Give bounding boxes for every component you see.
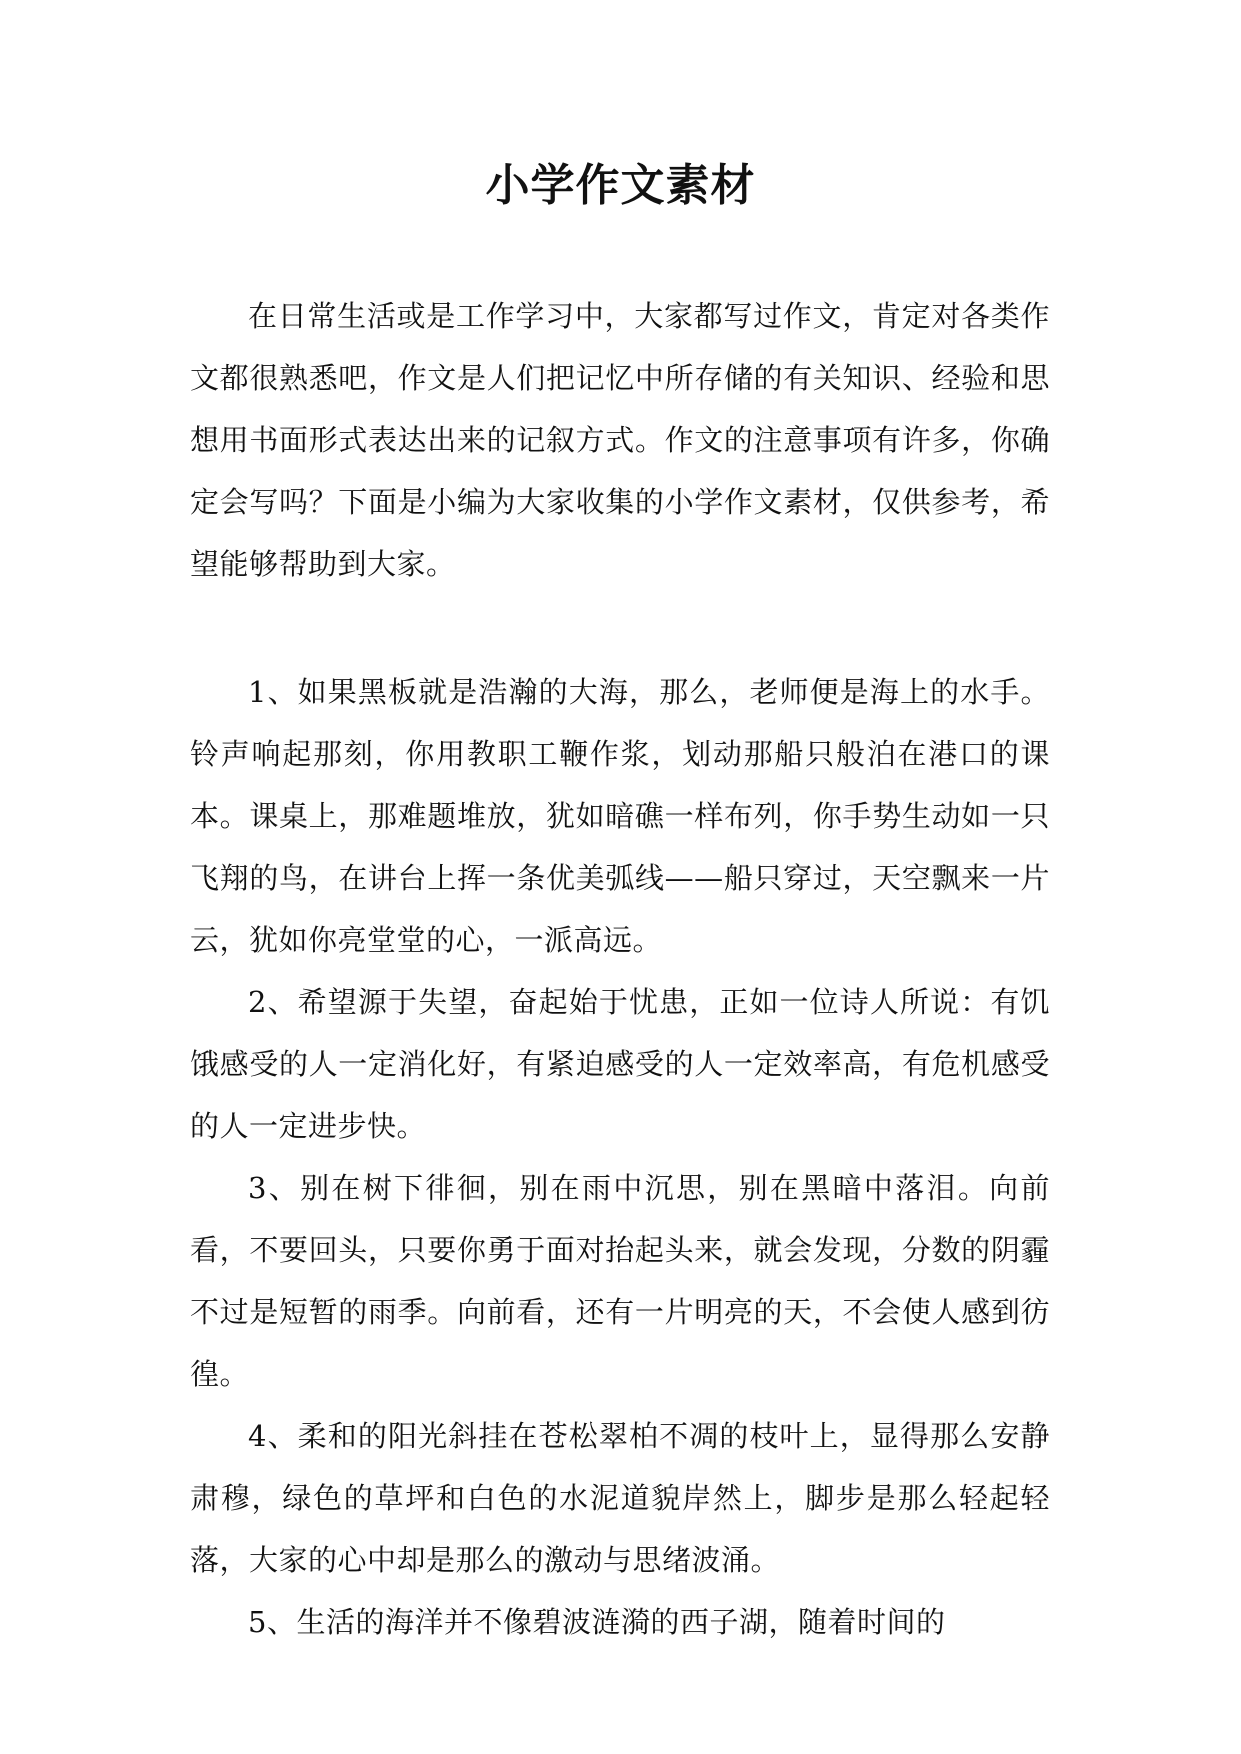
document-body: [190, 285, 1050, 1653]
intro-paragraph: 在日常生活或是工作学习中，大家都写过作文，肯定对各类作文都很熟悉吧，作文是人们把记忆中所存储的有关知识、经验和思想用书面形式表达出来的记叙方式。作文的注意事项有许多，你确定会写吗？下面是小编为大家收集的小学作文素材，仅供参考，希望能够帮助到大家。: [190, 299, 1050, 581]
paragraph-4: 4、柔和的阳光斜挂在苍松翠柏不凋的枝叶上，显得那么安静肃穆，绿色的草坪和白色的水泥道貌岸然上，脚步是那么轻起轻落，大家的心中却是那么的激动与思绪波涌。: [190, 1419, 1050, 1577]
paragraph-3: 3、别在树下徘徊，别在雨中沉思，别在黑暗中落泪。向前看，不要回头，只要你勇于面对抬起头来，就会发现，分数的阴霾不过是短暂的雨季。向前看，还有一片明亮的天，不会使人感到彷徨。: [190, 1171, 1050, 1391]
paragraph-1: 1、如果黑板就是浩瀚的大海，那么，老师便是海上的水手。铃声响起那刻，你用教职工鞭作浆，划动那船只般泊在港口的课本。课桌上，那难题堆放，犹如暗礁一样布列，你手势生动如一只飞翔的鸟，在讲台上挥一条优美弧线——船只穿过，天空飘来一片云，犹如你亮堂堂的心，一派高远。: [190, 675, 1050, 957]
paragraph-2: 2、希望源于失望，奋起始于忧患，正如一位诗人所说：有饥饿感受的人一定消化好，有紧迫感受的人一定效率高，有危机感受的人一定进步快。: [190, 985, 1050, 1143]
paragraph-5: 5、生活的海洋并不像碧波涟漪的西子湖，随着时间的: [248, 1605, 946, 1639]
document-title: 小学作文素材: [485, 160, 756, 211]
